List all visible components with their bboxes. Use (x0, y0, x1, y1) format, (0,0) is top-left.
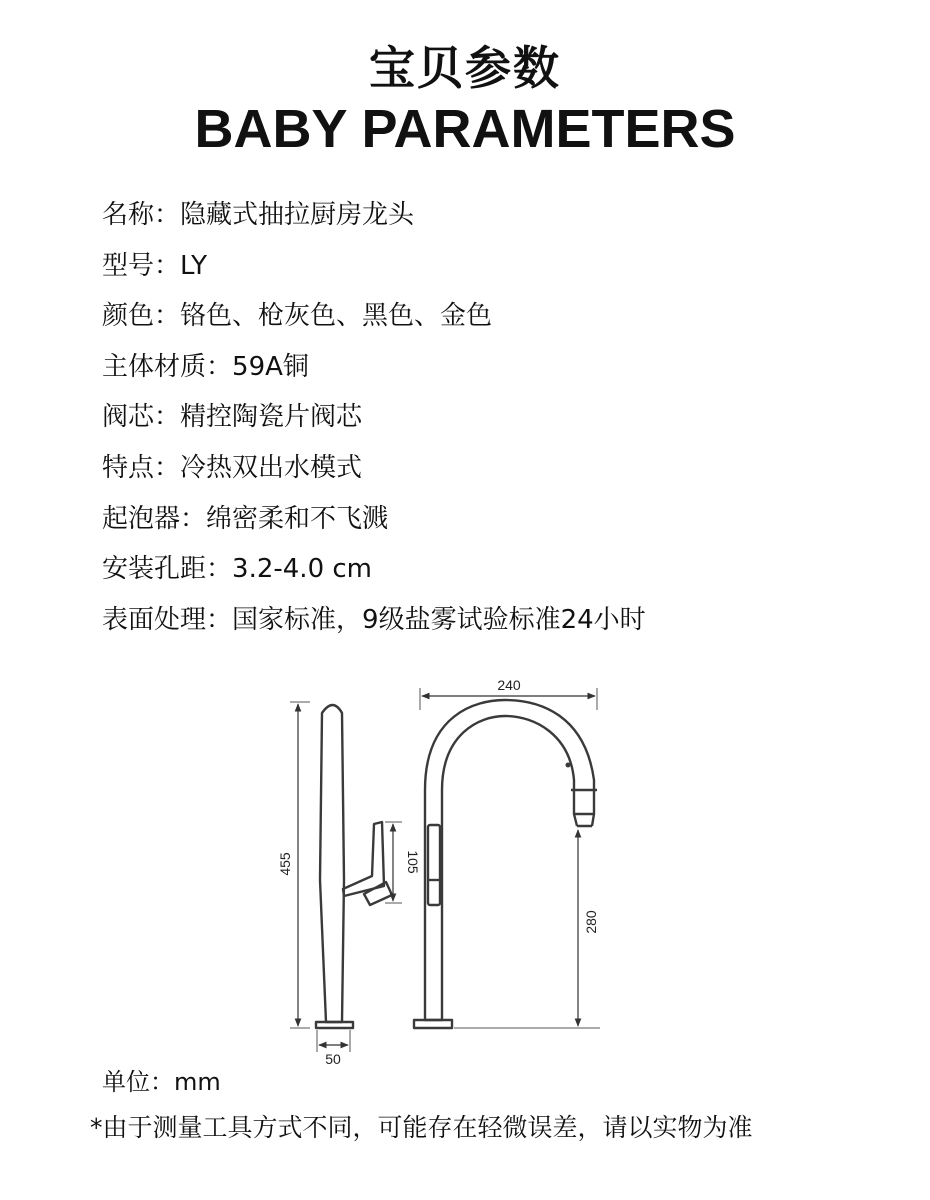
param-label: 起泡器 (102, 503, 181, 534)
parameter-list (102, 190, 646, 645)
param-separator: ： (154, 452, 181, 483)
param-label: 特点 (102, 452, 155, 483)
dimension-base-width (317, 1030, 350, 1067)
param-row-feature (102, 443, 646, 494)
param-value: 3.2-4.0 cm (232, 554, 372, 585)
dimension-total-height (277, 702, 310, 1028)
param-label: 主体材质 (102, 351, 207, 382)
param-value: 59A铜 (232, 351, 309, 382)
param-value: 隐藏式抽拉厨房龙头 (180, 200, 415, 230)
param-label: 表面处理 (102, 604, 207, 635)
param-value: 铬色、枪灰色、黑色、金色 (180, 301, 493, 332)
param-value: LY (180, 250, 207, 281)
param-separator: ： (180, 503, 207, 534)
faucet-side-view (316, 705, 392, 1028)
param-separator: ： (154, 402, 181, 433)
param-label: 名称 (102, 200, 155, 230)
faucet-front-view (414, 700, 597, 1028)
param-row-model (102, 241, 646, 292)
param-row-surface (102, 595, 646, 646)
param-value: 绵密柔和不飞溅 (206, 503, 389, 534)
param-label: 安装孔距 (102, 554, 207, 585)
dimension-240-label: 240 (497, 677, 521, 693)
param-row-color (102, 291, 646, 342)
param-separator: ： (206, 554, 233, 585)
page-title-cn: 宝贝参数 (369, 41, 561, 95)
param-separator: ： (206, 351, 233, 382)
param-row-valve (102, 392, 646, 443)
param-separator: ： (154, 200, 181, 230)
param-separator: ： (154, 250, 181, 281)
param-label: 颜色 (102, 301, 155, 332)
param-value: 精控陶瓷片阀芯 (180, 402, 363, 433)
unit-label: 单位：mm (102, 1068, 221, 1096)
param-separator: ： (154, 301, 181, 332)
param-row-hole-spacing (102, 544, 646, 595)
dimension-280-label: 280 (583, 910, 599, 934)
page-title-en: BABY PARAMETERS (194, 99, 736, 159)
param-row-name (102, 190, 646, 241)
param-label: 阀芯 (102, 402, 155, 433)
param-label: 型号 (102, 250, 155, 281)
dimension-50-label: 50 (325, 1051, 341, 1067)
param-value: 国家标准，9级盐雾试验标准24小时 (232, 604, 646, 635)
param-row-material (102, 342, 646, 393)
dimension-105-label: 105 (405, 850, 421, 874)
param-row-aerator (102, 494, 646, 545)
dimension-spout-reach (420, 677, 597, 710)
param-value: 冷热双出水模式 (180, 452, 363, 483)
dimension-spout-height (454, 830, 600, 1028)
dimension-455-label: 455 (277, 852, 293, 876)
faucet-dimension-diagram (0, 640, 930, 1070)
param-separator: ： (206, 604, 233, 635)
disclaimer-note: *由于测量工具方式不同，可能存在轻微误差，请以实物为准 (90, 1113, 753, 1142)
